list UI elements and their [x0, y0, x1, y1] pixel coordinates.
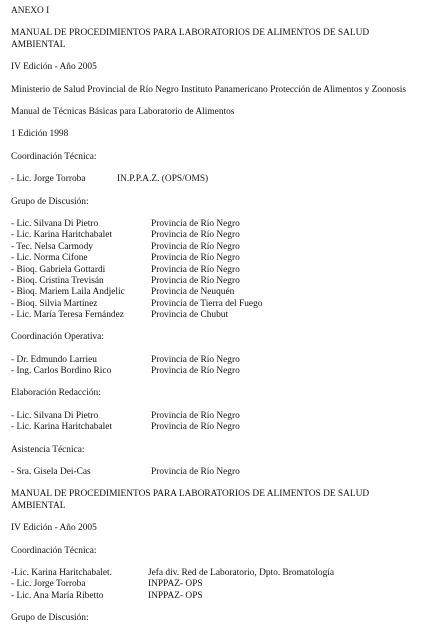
- person-row: [11, 253, 433, 264]
- person-name: - Bioq. Cristina Trevisán: [11, 276, 104, 286]
- person-org: Provincia de Río Negro: [151, 264, 240, 275]
- person-name: - Bioq. Mariem Laila Andjelic: [11, 287, 125, 298]
- person-org: Provincia de Río Negro: [151, 466, 240, 477]
- person-name: - Lic. María Teresa Fernández: [11, 310, 124, 319]
- manual-title-2: MANUAL DE PROCEDIMIENTOS PARA LABORATORIOS DE ALIMENTOS DE SALUD AMBIENTAL: [11, 489, 370, 511]
- person-row: [11, 287, 433, 298]
- person-org: Provincia de Río Negro: [151, 253, 240, 264]
- edition-2: IV Edición - Año 2005: [11, 523, 97, 534]
- person-row-clipped: [11, 310, 433, 318]
- person-name: - Bioq. Gabriela Gottardi: [11, 264, 106, 275]
- person-row: [11, 579, 433, 590]
- grupo-discusion-heading-1: Grupo de Discusión:: [11, 196, 89, 207]
- person-name: - Bioq. Silvia Martínez: [11, 298, 98, 309]
- person-org: Provincia de Río Negro: [151, 276, 240, 286]
- person-row: [11, 174, 433, 185]
- person-row: [11, 355, 433, 366]
- person-name: - Dr. Edmundo Larrieu: [11, 354, 97, 365]
- person-row: [11, 219, 433, 230]
- person-name: - Lic. Karina Haritchabalet: [11, 230, 112, 241]
- person-name: - Lic. Norma Cifone: [11, 253, 88, 264]
- person-org: Provincia de Neuquén: [151, 287, 235, 298]
- person-org: Provincia de Río Negro: [151, 410, 240, 421]
- annex-label: ANEXO I: [11, 6, 50, 16]
- coord-tecnica-heading-2: Coordinación Técnica:: [11, 545, 97, 556]
- person-row: [11, 467, 433, 478]
- person-name: - Lic. Silvana Di Pietro: [11, 410, 99, 421]
- person-org: Provincia de Río Negro: [151, 365, 240, 376]
- person-org: Provincia de Chubut: [151, 310, 229, 319]
- coord-tecnica-heading-1: Coordinación Técnica:: [11, 151, 97, 162]
- person-name: - Lic. Jorge Torroba: [11, 579, 86, 590]
- coord-operativa-heading: Coordinación Operativa:: [11, 332, 104, 343]
- person-row: [11, 411, 433, 422]
- person-row: [11, 568, 433, 579]
- person-org: INPPAZ- OPS: [148, 590, 203, 601]
- person-name: - Lic. Karina Haritchabalet: [11, 422, 112, 433]
- person-org: Provincia de Río Negro: [151, 230, 240, 241]
- person-name: -Lic. Karina Haritchabalet.: [11, 567, 112, 578]
- person-row: [11, 591, 433, 602]
- elaboracion-heading: Elaboración Redacción:: [11, 388, 101, 399]
- person-name: - Lic. Jorge Torroba: [11, 174, 86, 185]
- person-row: [11, 276, 433, 287]
- basic-manual-edition: 1 Edición 1998: [11, 129, 69, 140]
- person-name: - Sra. Gisela Dei-Cas: [11, 466, 91, 477]
- person-org: Provincia de Tierra del Fuego: [151, 298, 263, 309]
- asistencia-heading: Asistencia Técnica:: [11, 444, 85, 455]
- person-row: [11, 299, 433, 310]
- person-row: [11, 265, 433, 276]
- basic-manual-title: Manual de Técnicas Básicas para Laboratorio de Alimentos: [11, 107, 235, 118]
- person-org: Provincia de Río Negro: [151, 219, 240, 230]
- manual-title-1: MANUAL DE PROCEDIMIENTOS PARA LABORATORIOS DE ALIMENTOS DE SALUD AMBIENTAL: [11, 28, 370, 50]
- person-name: - Lic. Silvana Di Pietro: [11, 219, 99, 230]
- person-row: [11, 422, 433, 433]
- person-org: Provincia de Río Negro: [151, 354, 240, 365]
- person-org: Jefa div. Red de Laboratorio, Dpto. Bromatología: [148, 567, 335, 578]
- ministry-line: Ministerio de Salud Provincial de Río Negro Instituto Panamericano Protección de Alimentos y Zoonosis: [11, 84, 406, 95]
- edition-1: IV Edición - Año 2005: [11, 62, 97, 73]
- person-row: [11, 242, 433, 253]
- person-row: [11, 230, 433, 241]
- person-org: Provincia de Río Negro: [151, 241, 240, 252]
- person-name: - Ing. Carlos Bordino Rico: [11, 365, 112, 376]
- person-org: Provincia de Río Negro: [151, 422, 240, 433]
- person-org: IN.P.P.A.Z. (OPS/OMS): [117, 174, 209, 185]
- document-page: [11, 6, 433, 625]
- person-row: [11, 366, 433, 377]
- person-org: INPPAZ- OPS: [148, 579, 203, 590]
- person-name: - Lic. Ana María Ribetto: [11, 590, 104, 601]
- grupo-discusion-heading-2: Grupo de Discusión:: [11, 613, 89, 624]
- person-name: - Tec. Nelsa Carmody: [11, 241, 93, 252]
